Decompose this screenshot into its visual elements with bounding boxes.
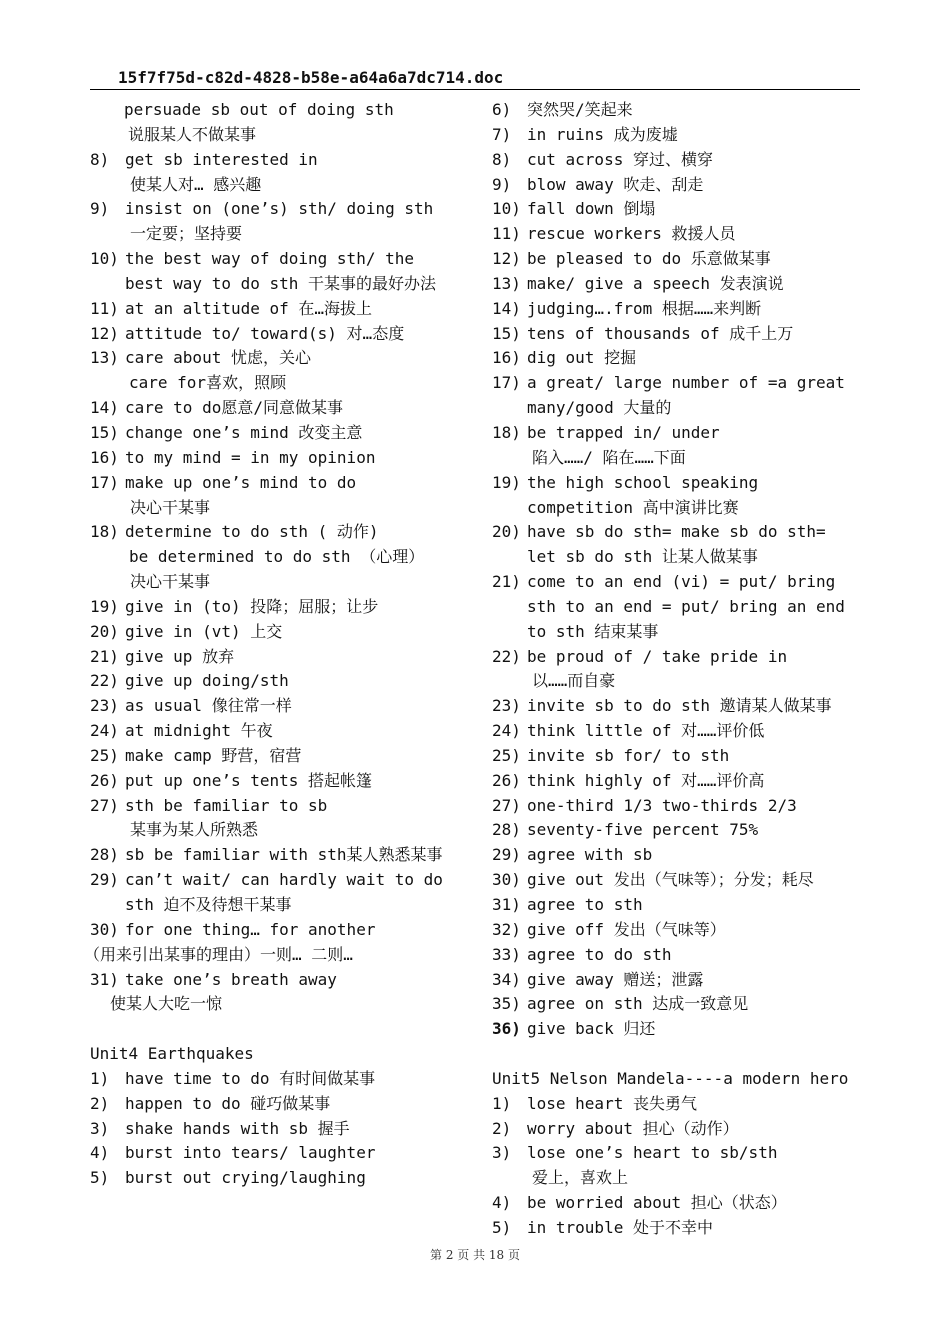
item-text: care about 忧虑，关心	[125, 348, 311, 368]
item-text: be worried about 担心（状态）	[527, 1193, 787, 1213]
item-number: 34)	[492, 969, 521, 989]
item-continuation: care for喜欢，照顾	[129, 373, 287, 393]
list-item	[90, 346, 460, 396]
list-item	[492, 471, 862, 521]
list-item	[492, 1141, 862, 1191]
item-number: 4)	[492, 1193, 512, 1213]
list-item	[90, 520, 460, 595]
item-text: give away 赠送；泄露	[527, 969, 704, 989]
list-item	[90, 595, 460, 620]
item-continuation: 一定要；坚持要	[130, 224, 243, 244]
item-text: think little of 对……评价低	[527, 721, 765, 741]
item-continuation: 陷入……/ 陷在……下面	[532, 447, 686, 467]
item-text: agree on sth 达成一致意见	[527, 994, 749, 1014]
list-item	[492, 1216, 862, 1241]
item-text: happen to do 碰巧做某事	[125, 1093, 331, 1113]
item-number: 31)	[90, 969, 119, 989]
item-number: 10)	[492, 199, 521, 219]
page-footer: 第 2 页 共 18 页	[430, 1248, 520, 1262]
item-number: 19)	[492, 472, 521, 492]
list-item	[492, 1117, 862, 1142]
list-item	[492, 893, 862, 918]
item-text: burst into tears/ laughter	[125, 1143, 376, 1163]
item-number: 18)	[90, 522, 119, 542]
item-number: 28)	[492, 820, 521, 840]
list-item	[90, 446, 460, 471]
list-item	[492, 197, 862, 222]
list-item	[492, 943, 862, 968]
item-text: be pleased to do 乐意做某事	[527, 249, 771, 269]
item-number: 33)	[492, 944, 521, 964]
item-text: make up one’s mind to do	[125, 472, 357, 492]
list-item	[492, 272, 862, 297]
list-item	[492, 1191, 862, 1216]
item-text: judging….from 根据……来判断	[527, 298, 762, 318]
item-number: 16)	[492, 348, 521, 368]
item-text: for one thing… for another	[125, 919, 376, 939]
list-item	[492, 868, 862, 893]
list-item	[90, 769, 460, 794]
list-item	[492, 794, 862, 819]
item-number: 24)	[492, 721, 521, 741]
item-text: have sb do sth= make sb do sth= let sb do sth 让某人做某事	[527, 522, 826, 567]
item-number: 8)	[90, 149, 110, 169]
left-item-list	[90, 148, 460, 943]
item-text: can’t wait/ can hardly wait to do sth 迫不及待想干某事	[125, 870, 443, 914]
list-item	[492, 992, 862, 1017]
item-text: tens of thousands of 成千上万	[527, 323, 794, 343]
item-number: 29)	[90, 870, 119, 890]
item-number: 4)	[90, 1143, 110, 1163]
item-text: blow away 吹走、刮走	[527, 174, 704, 194]
item-number: 17)	[492, 373, 521, 393]
item-text: a great/ large number of =a great many/good 大量的	[527, 373, 845, 418]
list-item	[492, 520, 862, 570]
item-number: 35)	[492, 994, 521, 1014]
list-item	[492, 968, 862, 993]
item-text: at midnight 午夜	[125, 721, 273, 741]
item-text: give in (vt) 上交	[125, 621, 283, 641]
list-item	[90, 421, 460, 446]
item-text: have time to do 有时间做某事	[125, 1068, 376, 1088]
list-item	[492, 346, 862, 371]
list-item	[492, 769, 862, 794]
item-number: 20)	[90, 621, 119, 641]
document-filename: 15f7f75d-c82d-4828-b58e-a64a6a7dc714.doc	[118, 68, 504, 87]
list-item	[90, 1117, 460, 1142]
list-item	[90, 868, 460, 918]
item-continuation: 使某人大吃一惊	[110, 994, 223, 1014]
item-text: burst out crying/laughing	[125, 1168, 366, 1188]
item-number: 3)	[90, 1118, 110, 1138]
list-item	[492, 818, 862, 843]
list-item	[90, 1141, 460, 1166]
item-number: 16)	[90, 447, 119, 467]
item-number: 19)	[90, 596, 119, 616]
list-item	[492, 148, 862, 173]
list-item	[492, 297, 862, 322]
item-text: change one’s mind 改变主意	[125, 422, 363, 442]
item-text: one-third 1/3 two-thirds 2/3	[527, 795, 797, 815]
item-number: 13)	[90, 348, 119, 368]
item-text: to my mind = in my opinion	[125, 447, 376, 467]
item-number: 3)	[492, 1143, 512, 1163]
item-number: 25)	[90, 745, 119, 765]
list-item	[492, 918, 862, 943]
item-number: 9)	[492, 174, 512, 194]
spacer	[492, 1042, 862, 1067]
list-item	[492, 247, 862, 272]
unit4-title: Unit4 Earthquakes	[90, 1044, 254, 1064]
item-text: rescue workers 救援人员	[527, 224, 736, 244]
item-text: sth be familiar to sb	[125, 795, 328, 815]
item-number: 11)	[90, 298, 119, 318]
item-number: 22)	[90, 671, 119, 691]
item-number: 24)	[90, 721, 119, 741]
item-text: cut across 穿过、横穿	[527, 149, 713, 169]
list-item	[90, 694, 460, 719]
item-text: agree to do sth	[527, 944, 672, 964]
list-item	[90, 322, 460, 347]
list-item	[90, 918, 460, 943]
item-text: attitude to/ toward(s) 对…态度	[125, 323, 405, 343]
item-number: 21)	[492, 572, 521, 592]
header-divider	[90, 89, 860, 90]
list-item	[90, 247, 460, 297]
item-text: in trouble 处于不幸中	[527, 1217, 713, 1237]
item-text: give up 放弃	[125, 646, 235, 666]
spacer	[90, 1017, 460, 1042]
item-number: 14)	[492, 298, 521, 318]
list-item	[90, 843, 460, 868]
item-number: 15)	[492, 323, 521, 343]
list-item	[492, 123, 862, 148]
list-item	[492, 843, 862, 868]
item-number: 29)	[492, 845, 521, 865]
item-text: worry about 担心（动作）	[527, 1118, 739, 1138]
list-item	[492, 173, 862, 198]
list-item	[90, 645, 460, 670]
unit5-title: Unit5 Nelson Mandela----a modern hero	[492, 1068, 849, 1088]
item-number: 9)	[90, 199, 110, 219]
list-item	[492, 1017, 862, 1042]
item-number: 13)	[492, 273, 521, 293]
item-text: fall down 倒塌	[527, 199, 656, 219]
left-column	[84, 98, 460, 1191]
item-number: 27)	[492, 795, 521, 815]
item-text: give up doing/sth	[125, 671, 289, 691]
item-text: be proud of / take pride in	[527, 646, 788, 666]
item-continuation: 某事为某人所熟悉	[130, 820, 259, 840]
item-number: 2)	[492, 1118, 512, 1138]
item-number: 30)	[492, 870, 521, 890]
item-continuation: 爱上，喜欢上	[532, 1168, 629, 1188]
item-text: dig out 挖掘	[527, 348, 637, 368]
item-continuation: 以……而自豪	[532, 671, 616, 691]
item-text: take one’s breath away	[125, 969, 337, 989]
list-item	[90, 744, 460, 769]
item-text: give out 发出（气味等）；分发；耗尽	[527, 870, 814, 890]
item-number: 23)	[492, 696, 521, 716]
list-item	[90, 1166, 460, 1191]
list-item	[90, 148, 460, 198]
item-text: 突然哭/笑起来	[527, 100, 633, 119]
item-number: 28)	[90, 845, 119, 865]
item-number: 18)	[492, 422, 521, 442]
continuation-line: （用来引出某事的理由）一则… 二则…	[84, 944, 353, 964]
item-number: 15)	[90, 422, 119, 442]
item-text: think highly of 对……评价高	[527, 770, 765, 790]
unit4-list	[90, 1067, 460, 1191]
item-text: lose one’s heart to sb/sth	[527, 1143, 778, 1163]
list-item	[492, 421, 862, 471]
right-item-list	[492, 98, 862, 1042]
item-number: 12)	[90, 323, 119, 343]
item-continuation: 使某人对… 感兴趣	[130, 174, 262, 194]
item-text: come to an end (vi) = put/ bring sth to an end = put/ bring an end to sth 结束某事	[527, 572, 845, 641]
item-text: at an altitude of 在…海拔上	[125, 298, 373, 318]
item-text: give off 发出（气味等）	[527, 919, 726, 939]
item-number: 12)	[492, 249, 521, 269]
list-item	[90, 968, 460, 1018]
item-number: 36)	[492, 1019, 521, 1039]
item-text: shake hands with sb 握手	[125, 1118, 350, 1138]
item-text: lose heart 丧失勇气	[527, 1093, 697, 1113]
item-number: 14)	[90, 398, 119, 418]
item-number: 10)	[90, 249, 119, 269]
continuation-line: 说服某人不做某事	[128, 124, 257, 144]
item-number: 17)	[90, 472, 119, 492]
item-number: 25)	[492, 745, 521, 765]
item-text: care to do愿意/同意做某事	[125, 398, 343, 418]
list-item	[90, 396, 460, 421]
item-text: give in (to) 投降；屈服；让步	[125, 596, 379, 616]
item-number: 7)	[492, 124, 512, 144]
item-text: put up one’s tents 搭起帐篷	[125, 770, 373, 790]
item-text: make camp 野营，宿营	[125, 745, 302, 765]
item-text: insist on (one’s) sth/ doing sth	[125, 199, 434, 219]
item-text: as usual 像往常一样	[125, 696, 292, 716]
list-item	[492, 744, 862, 769]
list-item	[90, 1092, 460, 1117]
list-item	[90, 719, 460, 744]
item-number: 30)	[90, 919, 119, 939]
item-text: sb be familiar with sth某人熟悉某事	[125, 845, 443, 865]
list-item	[492, 570, 862, 645]
item-continuation: be determined to do sth （心理）	[129, 547, 425, 567]
item-text: agree with sb	[527, 845, 653, 865]
item-continuation: 决心干某事	[130, 572, 211, 592]
list-item	[492, 1092, 862, 1117]
item-number: 6)	[492, 100, 512, 119]
list-item	[90, 471, 460, 521]
item-text: determine to do sth ( 动作)	[125, 522, 379, 542]
item-number: 5)	[492, 1217, 512, 1237]
item-number: 2)	[90, 1093, 110, 1113]
list-item	[90, 1067, 460, 1092]
item-number: 21)	[90, 646, 119, 666]
item-number: 23)	[90, 696, 119, 716]
item-number: 32)	[492, 919, 521, 939]
item-text: in ruins 成为废墟	[527, 124, 678, 144]
list-item	[90, 197, 460, 247]
item-number: 5)	[90, 1168, 110, 1188]
right-column	[492, 98, 862, 1241]
item-number: 31)	[492, 895, 521, 914]
item-text: make/ give a speech 发表演说	[527, 273, 784, 293]
list-item	[90, 669, 460, 694]
item-text: invite sb for/ to sth	[527, 745, 730, 765]
item-continuation: 决心干某事	[130, 497, 211, 517]
list-item	[90, 297, 460, 322]
continuation-line: persuade sb out of doing sth	[124, 100, 394, 119]
list-item	[492, 694, 862, 719]
item-text: seventy-five percent 75%	[527, 820, 759, 840]
list-item	[492, 371, 862, 421]
item-text: be trapped in/ under	[527, 422, 720, 442]
list-item	[492, 719, 862, 744]
item-text: the high school speaking competition 高中演讲比赛	[527, 472, 759, 517]
unit5-list	[492, 1092, 862, 1241]
item-number: 11)	[492, 224, 521, 244]
item-number: 20)	[492, 522, 521, 542]
item-text: agree to sth	[527, 895, 643, 914]
item-number: 26)	[90, 770, 119, 790]
item-number: 1)	[90, 1068, 110, 1088]
item-text: invite sb to do sth 邀请某人做某事	[527, 696, 832, 716]
list-item	[492, 222, 862, 247]
item-number: 22)	[492, 646, 521, 666]
list-item	[492, 98, 862, 123]
item-text: give back 归还	[527, 1019, 656, 1039]
list-item	[90, 794, 460, 844]
list-item	[492, 645, 862, 695]
item-text: the best way of doing sth/ the best way to do sth 干某事的最好办法	[125, 249, 437, 293]
item-number: 27)	[90, 795, 119, 815]
item-text: get sb interested in	[125, 149, 318, 169]
item-number: 8)	[492, 149, 512, 169]
item-number: 1)	[492, 1093, 512, 1113]
item-number: 26)	[492, 770, 521, 790]
left-item-31	[90, 968, 460, 1018]
list-item	[90, 620, 460, 645]
list-item	[492, 322, 862, 347]
